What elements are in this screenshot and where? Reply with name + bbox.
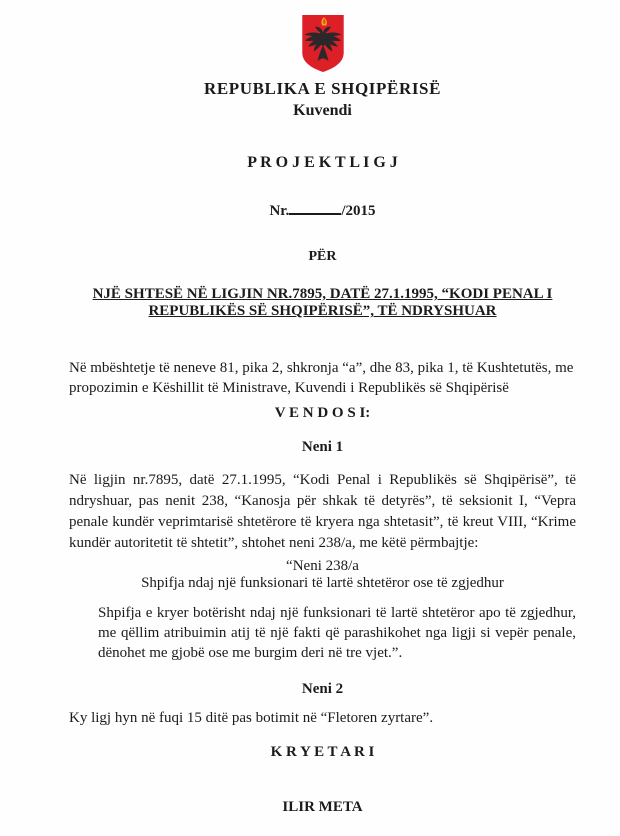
article-1-body: Në ligjin nr.7895, datë 27.1.1995, “Kodi Penal i Republikës së Shqipërisë”, të ndryshuar, pas nenit 238, “Kanosja për shkak të detyrës”, të seksionit I, “Vepra penale kundër veprimtarisë shtetërore të kryera nga shtetasit”, të kreut VIII, “Krime kundër autoritetit të shtetit”, shtohet neni 238/a, me këtë përmbajtje: — [69, 472, 576, 551]
number-suffix: /2015 — [341, 203, 376, 219]
number-prefix: Nr. — [269, 203, 290, 219]
republic-title: REPUBLIKA E SHQIPËRISË — [203, 79, 442, 98]
quoted-article-heading: “Neni 238/a — [286, 558, 359, 574]
quoted-article-subheading: Shpifja ndaj një funksionari të lartë shtetëror ose të zgjedhur — [141, 575, 504, 591]
document-number-line — [69, 200, 576, 220]
per-label: PËR — [308, 249, 337, 264]
albania-coat-of-arms-icon — [300, 12, 346, 75]
number-blank-line — [289, 200, 341, 215]
signature-role: K R Y E T A R I — [270, 744, 375, 760]
preamble-paragraph: Në mbështetje të neneve 81, pika 2, shkronja “a”, dhe 83, pika 1, të Kushtetutës, me propozimin e Këshillit të Ministrave, Kuvendi i Republikës së Shqipërisë — [69, 360, 574, 396]
quoted-article-body: Shpifja e kryer botërisht ndaj një funksionari të lartë shtetëror apo të zgjedhur, me qëllim atribuimin atij të një fakti që parashikohet nga ligji si vepër penale, dënohet me gjobë ose me burgim deri në tre vjet.”. — [98, 605, 576, 661]
document-type-heading: P R O J E K T L I G J — [247, 154, 398, 171]
signature-name: ILIR META — [282, 799, 363, 815]
assembly-title: Kuvendi — [293, 102, 352, 119]
article-2-body: Ky ligj hyn në fuqi 15 ditë pas botimit në “Fletoren zyrtare”. — [69, 710, 434, 726]
emblem-container — [69, 12, 576, 75]
decides-heading: V E N D O S I: — [274, 405, 371, 421]
article-1-heading: Neni 1 — [301, 439, 344, 455]
law-title: NJË SHTESË NË LIGJIN NR.7895, DATË 27.1.1995, “KODI PENAL I REPUBLIKËS SË SHQIPËRISË”, TË NDRYSHUAR — [92, 286, 553, 319]
article-2-heading: Neni 2 — [301, 681, 344, 697]
